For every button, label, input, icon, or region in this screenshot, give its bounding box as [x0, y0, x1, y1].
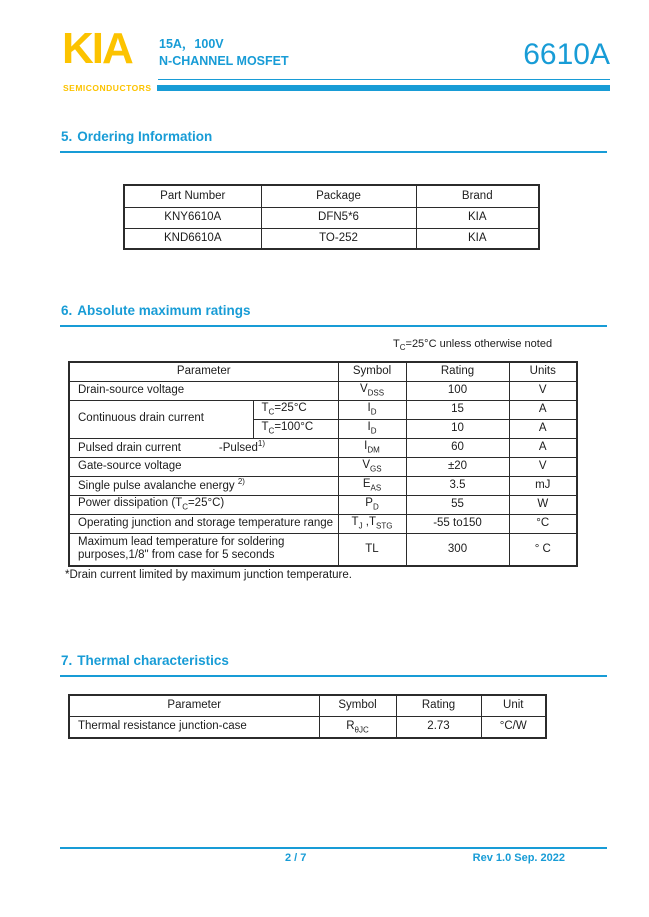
section-title: Thermal characteristics	[77, 653, 229, 668]
rating-cell: 3.5	[406, 476, 509, 495]
parameter-cell: Operating junction and storage temperature range	[69, 514, 338, 533]
col-parameter: Parameter	[69, 362, 338, 381]
note-subscript: C	[399, 343, 406, 353]
brand-cell: KIA	[416, 228, 539, 249]
parameter-cell: Single pulse avalanche energy $^{2)}$	[69, 476, 338, 495]
table-row	[69, 438, 577, 457]
unit-cell: A	[509, 438, 577, 457]
unit-cell: V	[509, 381, 577, 400]
rating-cell: 2.73	[396, 716, 481, 738]
symbol-cell: $I_D$	[338, 400, 406, 419]
col-unit: Unit	[481, 695, 546, 716]
rating-cell: 100	[406, 381, 509, 400]
unit-cell: W	[509, 495, 577, 514]
parameter-cell: Power dissipation $(T_C=25^\circ C)$	[69, 495, 338, 514]
unit-cell: A	[509, 400, 577, 419]
symbol-cell: $E_{AS}$	[338, 476, 406, 495]
table-row	[124, 228, 539, 249]
parameter-cell: Continuous drain current	[69, 400, 253, 438]
abs-header-row	[69, 362, 577, 381]
section-title: Absolute maximum ratings	[77, 303, 251, 318]
table-row	[69, 476, 577, 495]
device-summary	[159, 36, 289, 70]
note-text: T	[393, 338, 400, 350]
test-condition-note	[393, 338, 552, 352]
abs-max-footnote: *Drain current limited by maximum junction temperature.	[65, 569, 352, 581]
section-abs-max-rule	[60, 325, 607, 327]
col-rating: Rating	[396, 695, 481, 716]
unit-cell: V	[509, 457, 577, 476]
page-number: 2 / 7	[285, 852, 307, 864]
section-number: 6.	[61, 303, 73, 318]
device-rating: 15A，100V	[159, 37, 224, 51]
section-ordering-heading	[61, 129, 212, 144]
part-number-cell: KND6610A	[124, 228, 261, 249]
symbol-cell: $I_{DM}$	[338, 438, 406, 457]
rating-cell: 300	[406, 533, 509, 566]
symbol-cell: TL	[338, 533, 406, 566]
symbol-cell: $R_{\theta JC}$	[319, 716, 396, 738]
table-row	[69, 514, 577, 533]
package-cell: TO-252	[261, 228, 416, 249]
symbol-cell: $T_J$ $,T_{STG}$	[338, 514, 406, 533]
symbol-cell: $I_D$	[338, 419, 406, 438]
condition-cell: $T_C=25^\circ C$	[253, 400, 338, 419]
kia-logo-subtext: SEMICONDUCTORS	[63, 83, 152, 93]
section-thermal-rule	[60, 675, 607, 677]
table-row	[69, 495, 577, 514]
symbol-cell: $P_D$	[338, 495, 406, 514]
footer-rule	[60, 847, 607, 849]
note-text: =25°C unless otherwise noted	[405, 338, 553, 350]
part-number-title: 6610A	[523, 38, 610, 71]
thermal-header-row	[69, 695, 546, 716]
rating-cell: 10	[406, 419, 509, 438]
parameter-cell: Drain-source voltage	[69, 381, 338, 400]
rating-cell: 60	[406, 438, 509, 457]
section-number: 7.	[61, 653, 73, 668]
unit-cell: °C/W	[481, 716, 546, 738]
rating-cell: 15	[406, 400, 509, 419]
table-row	[69, 716, 546, 738]
rating-cell: -55 to150	[406, 514, 509, 533]
part-number-cell: KNY6610A	[124, 207, 261, 228]
parameter-cell: Maximum lead temperature for soldering purposes,1/8" from case for 5 seconds	[69, 533, 338, 566]
table-row	[69, 381, 577, 400]
section-title: Ordering Information	[77, 129, 213, 144]
condition-cell: $T_C=100^\circ C$	[253, 419, 338, 438]
col-package: Package	[261, 185, 416, 207]
table-row	[124, 207, 539, 228]
header-rule-thin	[158, 79, 610, 80]
col-symbol: Symbol	[319, 695, 396, 716]
col-rating: Rating	[406, 362, 509, 381]
section-thermal-heading	[61, 653, 229, 668]
section-ordering-rule	[60, 151, 607, 153]
brand-cell: KIA	[416, 207, 539, 228]
parameter-cell: Gate-source voltage	[69, 457, 338, 476]
parameter-cell: Thermal resistance junction-case	[69, 716, 319, 738]
ordering-header-row	[124, 185, 539, 207]
col-part-number: Part Number	[124, 185, 261, 207]
header-rule-thick	[157, 85, 610, 91]
device-type: N-CHANNEL MOSFET	[159, 54, 289, 68]
section-number: 5.	[61, 129, 73, 144]
symbol-cell: $V_{DSS}$	[338, 381, 406, 400]
rating-cell: 55	[406, 495, 509, 514]
unit-cell: mJ	[509, 476, 577, 495]
thermal-table	[68, 694, 547, 739]
table-row	[69, 533, 577, 566]
unit-cell: °C	[509, 514, 577, 533]
section-abs-max-heading	[61, 303, 251, 318]
package-cell: DFN5*6	[261, 207, 416, 228]
col-brand: Brand	[416, 185, 539, 207]
rating-cell: ±20	[406, 457, 509, 476]
abs-max-ratings-table	[68, 361, 578, 567]
unit-cell: ° C	[509, 533, 577, 566]
table-row	[69, 457, 577, 476]
symbol-cell: $V_{GS}$	[338, 457, 406, 476]
table-row	[69, 400, 577, 419]
parameter-cell: Pulsed drain current -Pulsed$^{1)}$	[69, 438, 338, 457]
col-units: Units	[509, 362, 577, 381]
kia-logo: KIA	[62, 24, 132, 73]
col-parameter: Parameter	[69, 695, 319, 716]
ordering-table	[123, 184, 540, 250]
revision-label: Rev 1.0 Sep. 2022	[472, 852, 565, 864]
col-symbol: Symbol	[338, 362, 406, 381]
unit-cell: A	[509, 419, 577, 438]
